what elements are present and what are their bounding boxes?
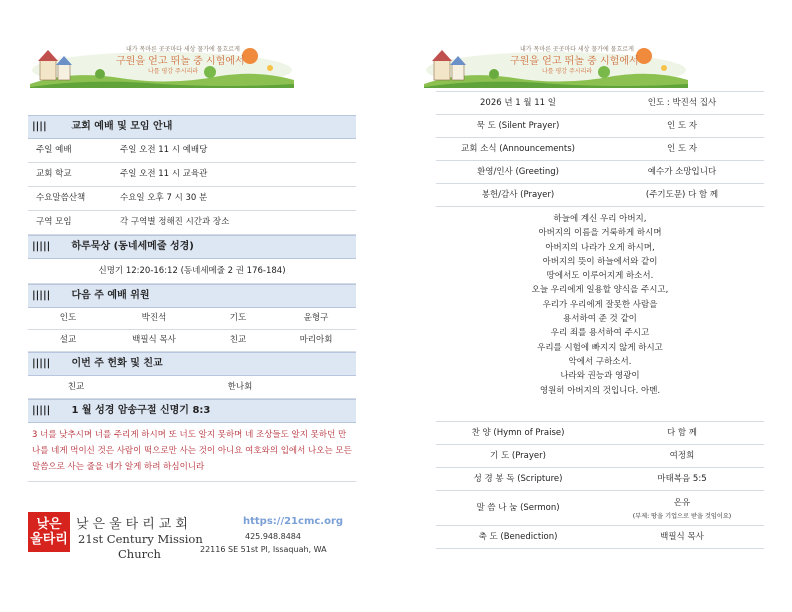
prayer-line: 아버지의 이름을 거룩하게 하시며 xyxy=(538,228,662,239)
service-row: 교회 학교 주일 오전 11 시 교육관 xyxy=(28,163,356,187)
church-name-korean: 낮은울타리교회 xyxy=(76,517,192,532)
prayer-line: 아버지의 나라가 오게 하시며, xyxy=(545,242,655,253)
address: 22116 SE 51st Pl, Issaquah, WA xyxy=(200,545,327,554)
order-row: 묵 도 (Silent Prayer) 인 도 자 xyxy=(436,115,764,138)
prayer-line: 하늘에 계신 우리 아버지, xyxy=(553,214,647,224)
service-row: 구역 모임 각 구역별 정해진 시간과 장소 xyxy=(28,211,356,235)
order-row xyxy=(436,91,764,115)
worship-leader: 인도 : 박진석 집사 xyxy=(647,98,717,108)
prayer-line: 우리를 시험에 빠지지 않게 하시고 xyxy=(537,342,663,353)
section-title: 하루묵상 (동네세메줄 성경) xyxy=(71,241,194,252)
order-row-scripture: 성 경 봉 독 (Scripture) 마태복음 5:5 xyxy=(436,468,764,491)
order-row-hymn: 찬 양 (Hymn of Praise) 다 함 께 xyxy=(436,421,764,445)
church-name-english: 21st Century Mission xyxy=(78,532,203,546)
order-of-worship-bottom xyxy=(436,421,764,549)
prayer-line: 우리 죄를 용서하여 주시고 xyxy=(550,328,650,339)
banner-left xyxy=(30,40,294,88)
section-title: 다음 주 예배 위원 xyxy=(71,290,150,301)
section-header-services: |||| 교회 예배 및 모임 안내 xyxy=(28,115,356,139)
prayer-line: 악에서 구하소서. xyxy=(568,356,632,367)
prayer-line: 영원히 아버지의 것입니다. 아멘. xyxy=(539,385,661,396)
banner-text-3: 나를 평강 주시리라 xyxy=(542,68,593,75)
order-row: 교회 소식 (Announcements) 인 도 자 xyxy=(436,138,764,161)
landscape-illustration-right xyxy=(424,40,688,88)
section-title: 이번 주 헌화 및 친교 xyxy=(71,358,163,369)
order-row-prayer: 기 도 (Prayer) 여정희 xyxy=(436,445,764,468)
landscape-illustration-left xyxy=(30,40,294,88)
order-row-sermon: 말 씀 나 눔 (Sermon) 온유 (부제: 땅을 기업으로 받을 것임이요) xyxy=(436,491,764,526)
order-row: 환영/인사 (Greeting) 예수가 소망입니다 xyxy=(436,161,764,184)
prayer-line: 땅에서도 이루어지게 하소서. xyxy=(546,271,654,282)
section-header-memory-verse: ||||| 1 월 성경 암송구절 신명기 8:3 xyxy=(28,399,356,423)
section-title: 교회 예배 및 모임 안내 xyxy=(71,121,173,132)
section-header-committee: ||||| 다음 주 예배 위원 xyxy=(28,284,356,308)
banner-text-2: 구원을 얻고 뛰놀 중 시험에서 xyxy=(116,56,245,67)
order-row: 봉헌/감사 (Prayer) (주기도문) 다 함 께 xyxy=(436,184,764,207)
prayer-line: 용서하여 준 것 같이 xyxy=(563,314,637,325)
order-of-worship-top xyxy=(436,91,764,207)
sermon-title: 온유 xyxy=(673,498,691,508)
church-logo: 낮은 울타리 xyxy=(28,512,70,552)
phone-number: 425.948.8484 xyxy=(245,532,301,541)
banner-text-2: 구원을 얻고 뛰놀 중 시험에서 xyxy=(510,56,639,67)
order-row-benediction: 축 도 (Benediction) 백필식 목사 xyxy=(436,526,764,549)
banner-text-1: 내가 목마른 곳곳마다 세상 물가에 물흐르게 xyxy=(126,46,240,53)
prayer-line: 오늘 우리에게 일용할 양식을 주시고, xyxy=(531,285,669,296)
lords-prayer xyxy=(436,212,764,398)
fellowship-row: 친교 한나회 xyxy=(28,376,356,399)
left-panel xyxy=(28,115,356,482)
prayer-line: 아버지의 뜻이 하늘에서와 같이 xyxy=(542,256,658,267)
website-link[interactable]: https://21cmc.org xyxy=(243,516,344,527)
service-row: 주일 예배 주일 오전 11 시 예배당 xyxy=(28,139,356,163)
devotion-reading: 신명기 12:20-16:12 (동네세메줄 2 권 176-184) xyxy=(28,259,356,284)
service-row: 수요말씀산책 수요일 오후 7 시 30 분 xyxy=(28,187,356,211)
committee-row: 설교 백필식 목사 친교 마리아회 xyxy=(28,330,356,352)
sermon-subtitle: (부제: 땅을 기업으로 받을 것임이요) xyxy=(632,513,732,520)
prayer-line: 우리가 우리에게 잘못한 사람을 xyxy=(542,299,658,310)
prayer-line: 나라와 권능과 영광이 xyxy=(560,371,640,382)
memory-verse-text: 3 너를 낮추시며 너를 주리게 하시며 또 너도 알지 못하며 네 조상들도 알지 못하던 만나를 네게 먹이신 것은 사람이 떡으로만 사는 것이 아니요 여호와의 입에서 나오는 모든 말씀으로 사는 줄을 네가 알게 하려 하심이니라 xyxy=(28,423,356,482)
section-header-fellowship: ||||| 이번 주 헌화 및 친교 xyxy=(28,352,356,376)
section-title: 1 월 성경 암송구절 신명기 8:3 xyxy=(71,405,211,416)
committee-row: 인도 박진석 기도 윤형구 xyxy=(28,308,356,330)
banner-text-3: 나를 평강 주시리라 xyxy=(148,68,199,75)
banner-right xyxy=(424,40,688,88)
banner-text-1: 내가 목마른 곳곳마다 세상 물가에 물흐르게 xyxy=(520,46,634,53)
section-header-devotion: ||||| 하루묵상 (동네세메줄 성경) xyxy=(28,235,356,259)
church-name-english-2: Church xyxy=(118,547,161,561)
worship-date: 2026 년 1 월 11 일 xyxy=(480,98,556,108)
